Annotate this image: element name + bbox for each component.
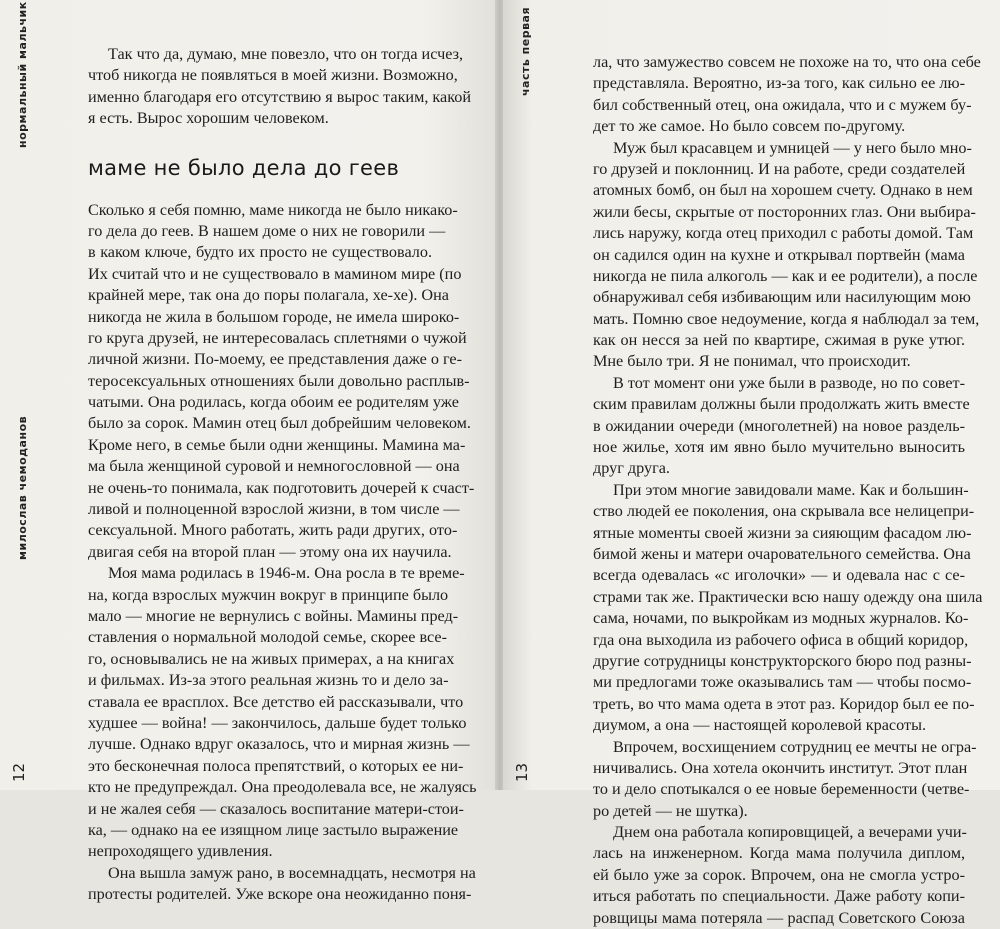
text-line: в ожидании очереди (многолетней) на новое раздель- [593, 416, 965, 435]
left-page-text [88, 44, 477, 905]
text-line: в каком ключе, будто их просто не существовало. [88, 243, 432, 262]
text-line: лась на инженерном. Когда мама получила диплом, [593, 844, 965, 863]
text-line: Муж был красавцем и умницей — у него было мно- [613, 138, 972, 157]
text-line: никогда не жила в большом городе, не имела широко- [88, 307, 460, 326]
text-line: никогда не пила алкоголь — как и ее родители), а после [593, 266, 978, 285]
running-head-right: часть первая [519, 6, 532, 96]
left-page [0, 0, 497, 904]
text-line: всегда одевалась «с иголочки» — и одевала нас с се- [593, 566, 965, 585]
text-line: ма была женщиной суровой и немногословной — она [88, 457, 460, 476]
text-line: Днем она работала копировщицей, а вечерами учи- [613, 823, 967, 842]
text-line: ским правилам должны были продолжать жить вместе [593, 395, 970, 414]
text-line: он садился один на кухне и открывал портвейн (мама [593, 245, 965, 264]
text-line: друг друга. [593, 459, 670, 478]
text-line: гда она выходила из рабочего офиса в общий коридор, [593, 630, 969, 649]
text-line: ла, что замужество совсем не похоже на то, что она себе [593, 53, 981, 71]
text-line: худшее — война! — закончилось, дальше будет только [88, 713, 467, 732]
text-line: ятные моменты своей жизни за сияющим фасадом лю- [593, 523, 972, 542]
text-line: двигая себя на второй план — этому она их научила. [88, 542, 452, 561]
text-line: Так что да, думаю, мне повезло, что он тогда исчез, [108, 45, 464, 63]
text-line: лучше. Однако вдруг оказалось, что и мирная жизнь — [88, 735, 470, 754]
text-line: ка, — однако на ее изящном лице застыло выражение [88, 820, 459, 839]
text-line: я есть. Вырос хорошим человеком. [88, 109, 329, 128]
text-line: это бесконечная полоса препятствий, о которых ее ни- [88, 756, 464, 775]
text-line: ное жилье, хотя им явно было мучительно выносить [593, 438, 965, 457]
text-line: личной жизни. По-моему, ее представления даже о ге- [88, 350, 463, 369]
text-line: дет то же самое. Но было совсем по-другому. [593, 117, 906, 136]
text-line: Она вышла замуж рано, в восемнадцать, несмотря на [108, 863, 476, 882]
author-name: милослав чемоданов [16, 415, 29, 560]
text-line: теросексуальных отношениях были довольно расплыв- [88, 371, 470, 390]
right-page [503, 0, 1000, 927]
text-line: обнаруживал себя избивающим или насилующим мою [593, 288, 971, 307]
text-line: Кроме него, в семье были одни женщины. Мамина ма- [88, 435, 466, 454]
text-line: ставления о нормальной молодой семье, скорее все- [88, 628, 447, 647]
text-line: протесты родителей. Уже вскоре она неожиданно поня- [88, 885, 472, 904]
text-line: лись наружу, когда отец приходил с работы домой. Там [593, 224, 974, 243]
running-head-left: нормальный мальчик [16, 1, 29, 148]
text-line: сексуальной. Много работать, жить ради других, отo- [88, 521, 458, 540]
text-line: го дела до геев. В нашем доме о них не говорили — [88, 221, 446, 240]
text-line: непроходящего удивления. [88, 842, 273, 861]
text-line: кто не предупреждал. Она преодолевала все, не жалуясь [88, 778, 477, 797]
text-line: и не жалея себя — сказалось воспитание матери-стои- [88, 799, 464, 818]
text-line: ничивались. Она хотела окончить институт. Этот план [593, 758, 968, 777]
text-line: бил собственный отец, она ожидала, что и с мужем бу- [593, 95, 972, 114]
text-line: не очень-то понимала, как подготовить дочерей к счаст- [88, 478, 475, 497]
text-line: ставала ее врасплох. Все детство ей рассказывали, что [88, 692, 464, 711]
text-line: чатыми. Она родилась, когда обоим ее родителям уже [88, 393, 459, 412]
text-line: го друзей и поклонниц. И на работе, среди создателей [593, 159, 966, 178]
left-intro [88, 44, 472, 130]
text-line: атомных бомб, он был на хорошем счету. Однако в нем [593, 181, 973, 200]
text-line: Сколько я себя помню, маме никогда не было никако- [88, 200, 458, 219]
text-line: ми предлогами тоже оказывались там — чтобы посмо- [593, 673, 972, 692]
text-line: сама, ночами, по выкройкам из модных журналов. Ко- [593, 609, 969, 628]
text-line: именно благодаря его отсутствию я вырос таким, какой [88, 87, 472, 106]
text-line: то и дело спотыкался о ее новые беременности (четве- [593, 780, 970, 799]
text-line: было за сорок. Мамин отец был добрейшим человеком. [88, 414, 471, 433]
text-line: мало — многие не вернулись с войны. Мамины пред- [88, 606, 459, 625]
text-line: страми так же. Практически всю нашу одежду она шила [593, 587, 983, 606]
text-line: на, когда взрослых мужчин вокруг в принципе было [88, 585, 449, 604]
text-line: треть, во что мама одета в этот раз. Коридор был ее по- [593, 694, 975, 713]
text-line: представляла. Вероятно, из-за того, как сильно ее лю- [593, 74, 965, 93]
text-line: крайней мере, так она до поры полагала, хе-хе). Она [88, 286, 449, 305]
text-line: и фильмах. Из-за этого реальная жизнь то и дело за- [88, 671, 449, 690]
text-line: ро детей — не шутка). [593, 801, 748, 820]
text-line: Их считай что и не существовало в мамином мире (по [88, 264, 462, 283]
text-line: При этом многие завидовали маме. Как и большин- [613, 480, 969, 499]
page-number-right: 13 [513, 762, 531, 782]
text-line: ство людей ее поколения, она скрывала все нелицепри- [593, 502, 975, 521]
text-line: диумом, а она — настоящей королевой красоты. [593, 716, 926, 735]
section-heading: маме не было дела до геев [88, 155, 400, 180]
text-line: ровщицы мама потеряла — распад Советского Союза [593, 908, 965, 927]
text-line: чтоб никогда не появляться в моей жизни. Возможно, [88, 66, 458, 85]
text-line: го круга друзей, не интересовалась сплетнями о чужой [88, 328, 467, 347]
text-line: иться работать по специальности. Даже работу копи- [593, 887, 965, 906]
left-body [88, 200, 477, 906]
text-line: Моя мама родилась в 1946-м. Она росла в те време- [108, 564, 465, 583]
page-number-left: 12 [10, 762, 28, 782]
text-line: го, основывались не на живых примерах, а на книгах [88, 649, 455, 668]
text-line: мать. Помню свое недоумение, когда я наблюдал за тем, [593, 309, 980, 328]
text-line: бимой жены и матери очаровательного семейства. Она [593, 544, 971, 563]
text-line: ей было уже за сорок. Впрочем, она не смогла устро- [593, 865, 965, 884]
text-line: Мне было три. Я не понимал, что происходит. [593, 352, 911, 371]
right-page-text [593, 52, 983, 929]
text-line: Впрочем, восхищением сотрудниц ее мечты не огра- [613, 737, 977, 756]
text-line: ливой и полноценной взрослой жизни, в том числе — [88, 500, 460, 519]
text-line: другие сотрудницы конструкторского бюро под разны- [593, 651, 972, 670]
text-line: как он несся за ней по квартире, сжимая в руке утюг. [593, 331, 965, 350]
text-line: В тот момент они уже были в разводе, но по совет- [613, 373, 965, 392]
text-line: жили бесы, скрытые от посторонних глаз. Они выбира- [593, 202, 976, 221]
